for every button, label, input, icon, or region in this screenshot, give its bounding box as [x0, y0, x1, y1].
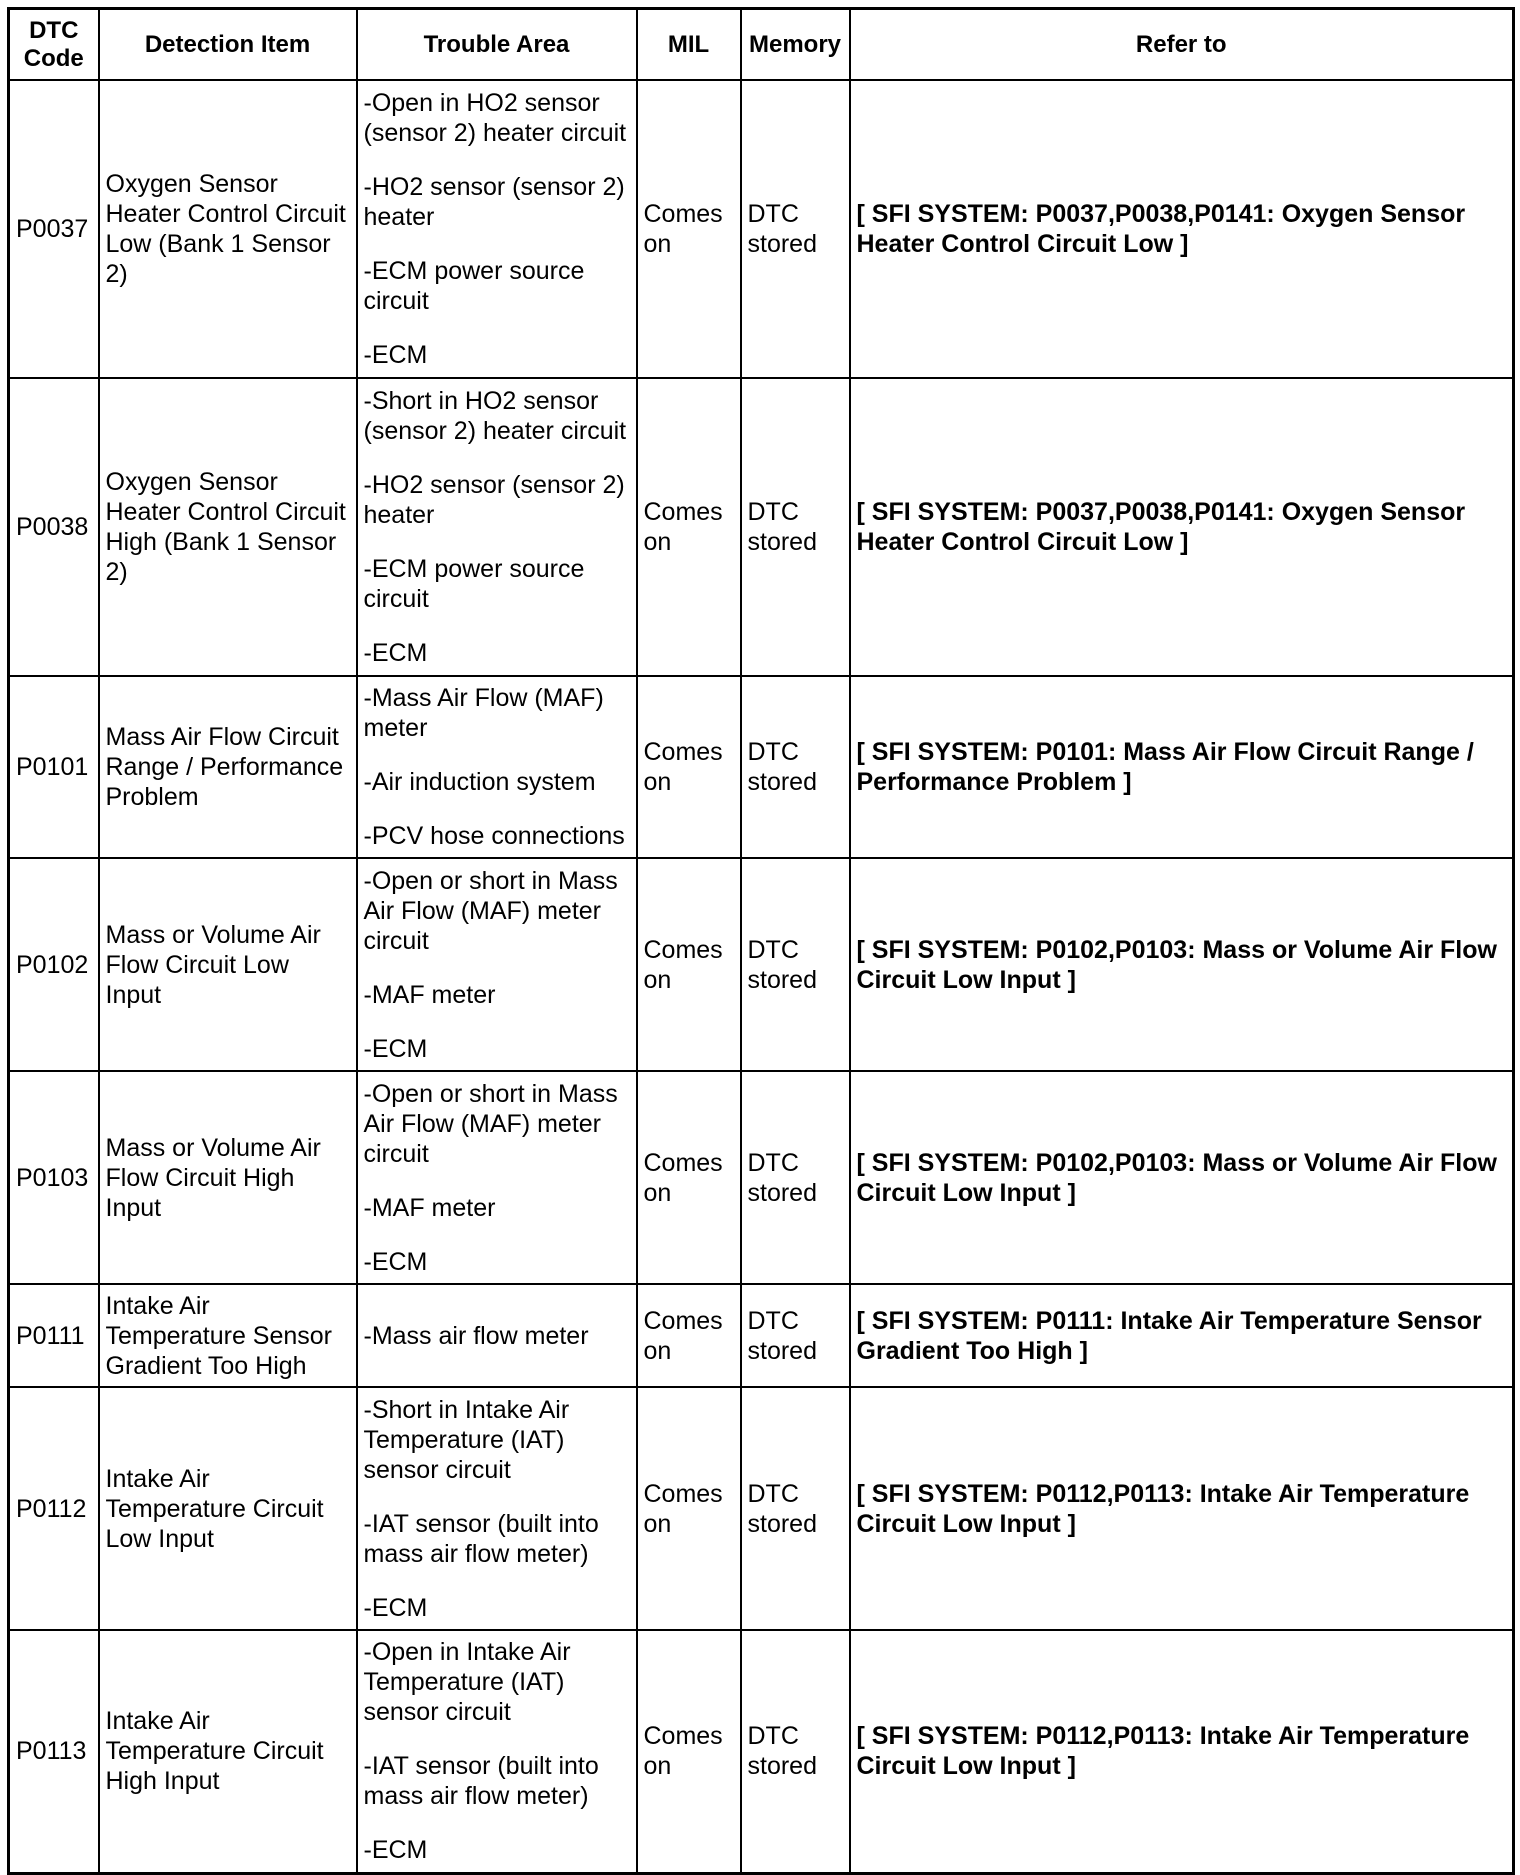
- trouble-area-item: -MAF meter: [363, 1193, 496, 1222]
- trouble-area-item: -Mass Air Flow (MAF) meter: [363, 684, 604, 742]
- trouble-area-item: -ECM: [363, 639, 428, 667]
- mil-cell: Comes on: [637, 1284, 741, 1387]
- refer-to-cell: [ SFI SYSTEM: P0111: Intake Air Temperature Sensor Gradient Too High ]: [850, 1284, 1514, 1387]
- memory-cell: DTC stored: [741, 1387, 850, 1630]
- header-memory: Memory: [741, 9, 850, 81]
- mil-cell: Comes on: [637, 676, 741, 858]
- memory-cell: DTC stored: [741, 1071, 850, 1284]
- table-row: [9, 1387, 1514, 1630]
- header-detection-item: Detection Item: [99, 9, 357, 81]
- trouble-area-item: -PCV hose connections: [363, 822, 625, 850]
- mil-cell: Comes on: [637, 1387, 741, 1630]
- table-row: [9, 378, 1514, 676]
- detection-item-cell: Intake Air Temperature Sensor Gradient Too High: [99, 1284, 357, 1387]
- detection-item-cell: Intake Air Temperature Circuit High Input: [99, 1630, 357, 1873]
- refer-to-cell: [ SFI SYSTEM: P0112,P0113: Intake Air Temperature Circuit Low Input ]: [850, 1387, 1514, 1630]
- dtc-code-cell: P0102: [9, 858, 99, 1071]
- trouble-area-item: -IAT sensor (built into mass air flow meter): [363, 1509, 599, 1568]
- trouble-area-item: -Air induction system: [363, 768, 596, 796]
- table-body: [9, 80, 1514, 1873]
- trouble-area-item: -Short in HO2 sensor (sensor 2) heater circuit: [363, 387, 627, 445]
- header-trouble-area: Trouble Area: [357, 9, 637, 81]
- trouble-area-cell: [357, 858, 637, 1071]
- trouble-area-item: -Mass air flow meter: [363, 1321, 589, 1350]
- dtc-code-cell: P0037: [9, 80, 99, 378]
- mil-cell: Comes on: [637, 80, 741, 378]
- memory-cell: DTC stored: [741, 858, 850, 1071]
- dtc-code-cell: P0103: [9, 1071, 99, 1284]
- trouble-area-item: -ECM: [363, 1034, 428, 1063]
- table-row: [9, 1071, 1514, 1284]
- memory-cell: DTC stored: [741, 676, 850, 858]
- trouble-area-item: -Open in HO2 sensor (sensor 2) heater circuit: [363, 89, 627, 147]
- trouble-area-cell: [357, 1071, 637, 1284]
- header-mil: MIL: [637, 9, 741, 81]
- detection-item-cell: Mass Air Flow Circuit Range / Performance Problem: [99, 676, 357, 858]
- trouble-area-cell: [357, 1284, 637, 1387]
- trouble-area-item: -ECM: [363, 1593, 428, 1622]
- dtc-code-cell: P0038: [9, 378, 99, 676]
- mil-cell: Comes on: [637, 1071, 741, 1284]
- trouble-area-item: -ECM: [363, 341, 428, 369]
- refer-to-cell: [ SFI SYSTEM: P0112,P0113: Intake Air Temperature Circuit Low Input ]: [850, 1630, 1514, 1873]
- table-row: [9, 858, 1514, 1071]
- refer-to-cell: [ SFI SYSTEM: P0037,P0038,P0141: Oxygen Sensor Heater Control Circuit Low ]: [850, 378, 1514, 676]
- trouble-area-item: -Open or short in Mass Air Flow (MAF) meter circuit: [363, 1079, 618, 1168]
- trouble-area-cell: [357, 80, 637, 378]
- table-row: [9, 1284, 1514, 1387]
- trouble-area-cell: [357, 378, 637, 676]
- trouble-area-cell: [357, 1387, 637, 1630]
- trouble-area-cell: [357, 676, 637, 858]
- memory-cell: DTC stored: [741, 378, 850, 676]
- refer-to-cell: [ SFI SYSTEM: P0037,P0038,P0141: Oxygen Sensor Heater Control Circuit Low ]: [850, 80, 1514, 378]
- dtc-code-cell: P0112: [9, 1387, 99, 1630]
- detection-item-cell: Oxygen Sensor Heater Control Circuit High (Bank 1 Sensor 2): [99, 378, 357, 676]
- table-row: [9, 80, 1514, 378]
- header-row: [9, 9, 1514, 81]
- header-refer-to: Refer to: [850, 9, 1514, 81]
- trouble-area-item: -ECM: [363, 1247, 428, 1276]
- trouble-area-item: -Open or short in Mass Air Flow (MAF) meter circuit: [363, 866, 618, 955]
- trouble-area-item: -ECM: [363, 1836, 428, 1865]
- memory-cell: DTC stored: [741, 1284, 850, 1387]
- detection-item-cell: Intake Air Temperature Circuit Low Input: [99, 1387, 357, 1630]
- trouble-area-item: -Short in Intake Air Temperature (IAT) sensor circuit: [363, 1395, 570, 1484]
- trouble-area-item: -Open in Intake Air Temperature (IAT) sensor circuit: [363, 1638, 571, 1727]
- mil-cell: Comes on: [637, 858, 741, 1071]
- trouble-area-item: -IAT sensor (built into mass air flow meter): [363, 1752, 599, 1811]
- detection-item-cell: Mass or Volume Air Flow Circuit High Input: [99, 1071, 357, 1284]
- dtc-table: [7, 7, 1515, 1875]
- trouble-area-item: -ECM power source circuit: [363, 555, 585, 613]
- dtc-code-cell: P0113: [9, 1630, 99, 1873]
- detection-item-cell: Oxygen Sensor Heater Control Circuit Low (Bank 1 Sensor 2): [99, 80, 357, 378]
- dtc-code-cell: P0111: [9, 1284, 99, 1387]
- memory-cell: DTC stored: [741, 80, 850, 378]
- trouble-area-cell: [357, 1630, 637, 1873]
- memory-cell: DTC stored: [741, 1630, 850, 1873]
- header-dtc-code: DTC Code: [9, 9, 99, 81]
- trouble-area-item: -HO2 sensor (sensor 2) heater: [363, 471, 625, 529]
- table-row: [9, 1630, 1514, 1873]
- detection-item-cell: Mass or Volume Air Flow Circuit Low Input: [99, 858, 357, 1071]
- dtc-code-cell: P0101: [9, 676, 99, 858]
- refer-to-cell: [ SFI SYSTEM: P0102,P0103: Mass or Volume Air Flow Circuit Low Input ]: [850, 858, 1514, 1071]
- mil-cell: Comes on: [637, 378, 741, 676]
- mil-cell: Comes on: [637, 1630, 741, 1873]
- refer-to-cell: [ SFI SYSTEM: P0101: Mass Air Flow Circuit Range / Performance Problem ]: [850, 676, 1514, 858]
- trouble-area-item: -ECM power source circuit: [363, 257, 585, 315]
- trouble-area-item: -HO2 sensor (sensor 2) heater: [363, 173, 625, 231]
- trouble-area-item: -MAF meter: [363, 980, 496, 1009]
- refer-to-cell: [ SFI SYSTEM: P0102,P0103: Mass or Volume Air Flow Circuit Low Input ]: [850, 1071, 1514, 1284]
- table-header: [9, 9, 1514, 81]
- table-row: [9, 676, 1514, 858]
